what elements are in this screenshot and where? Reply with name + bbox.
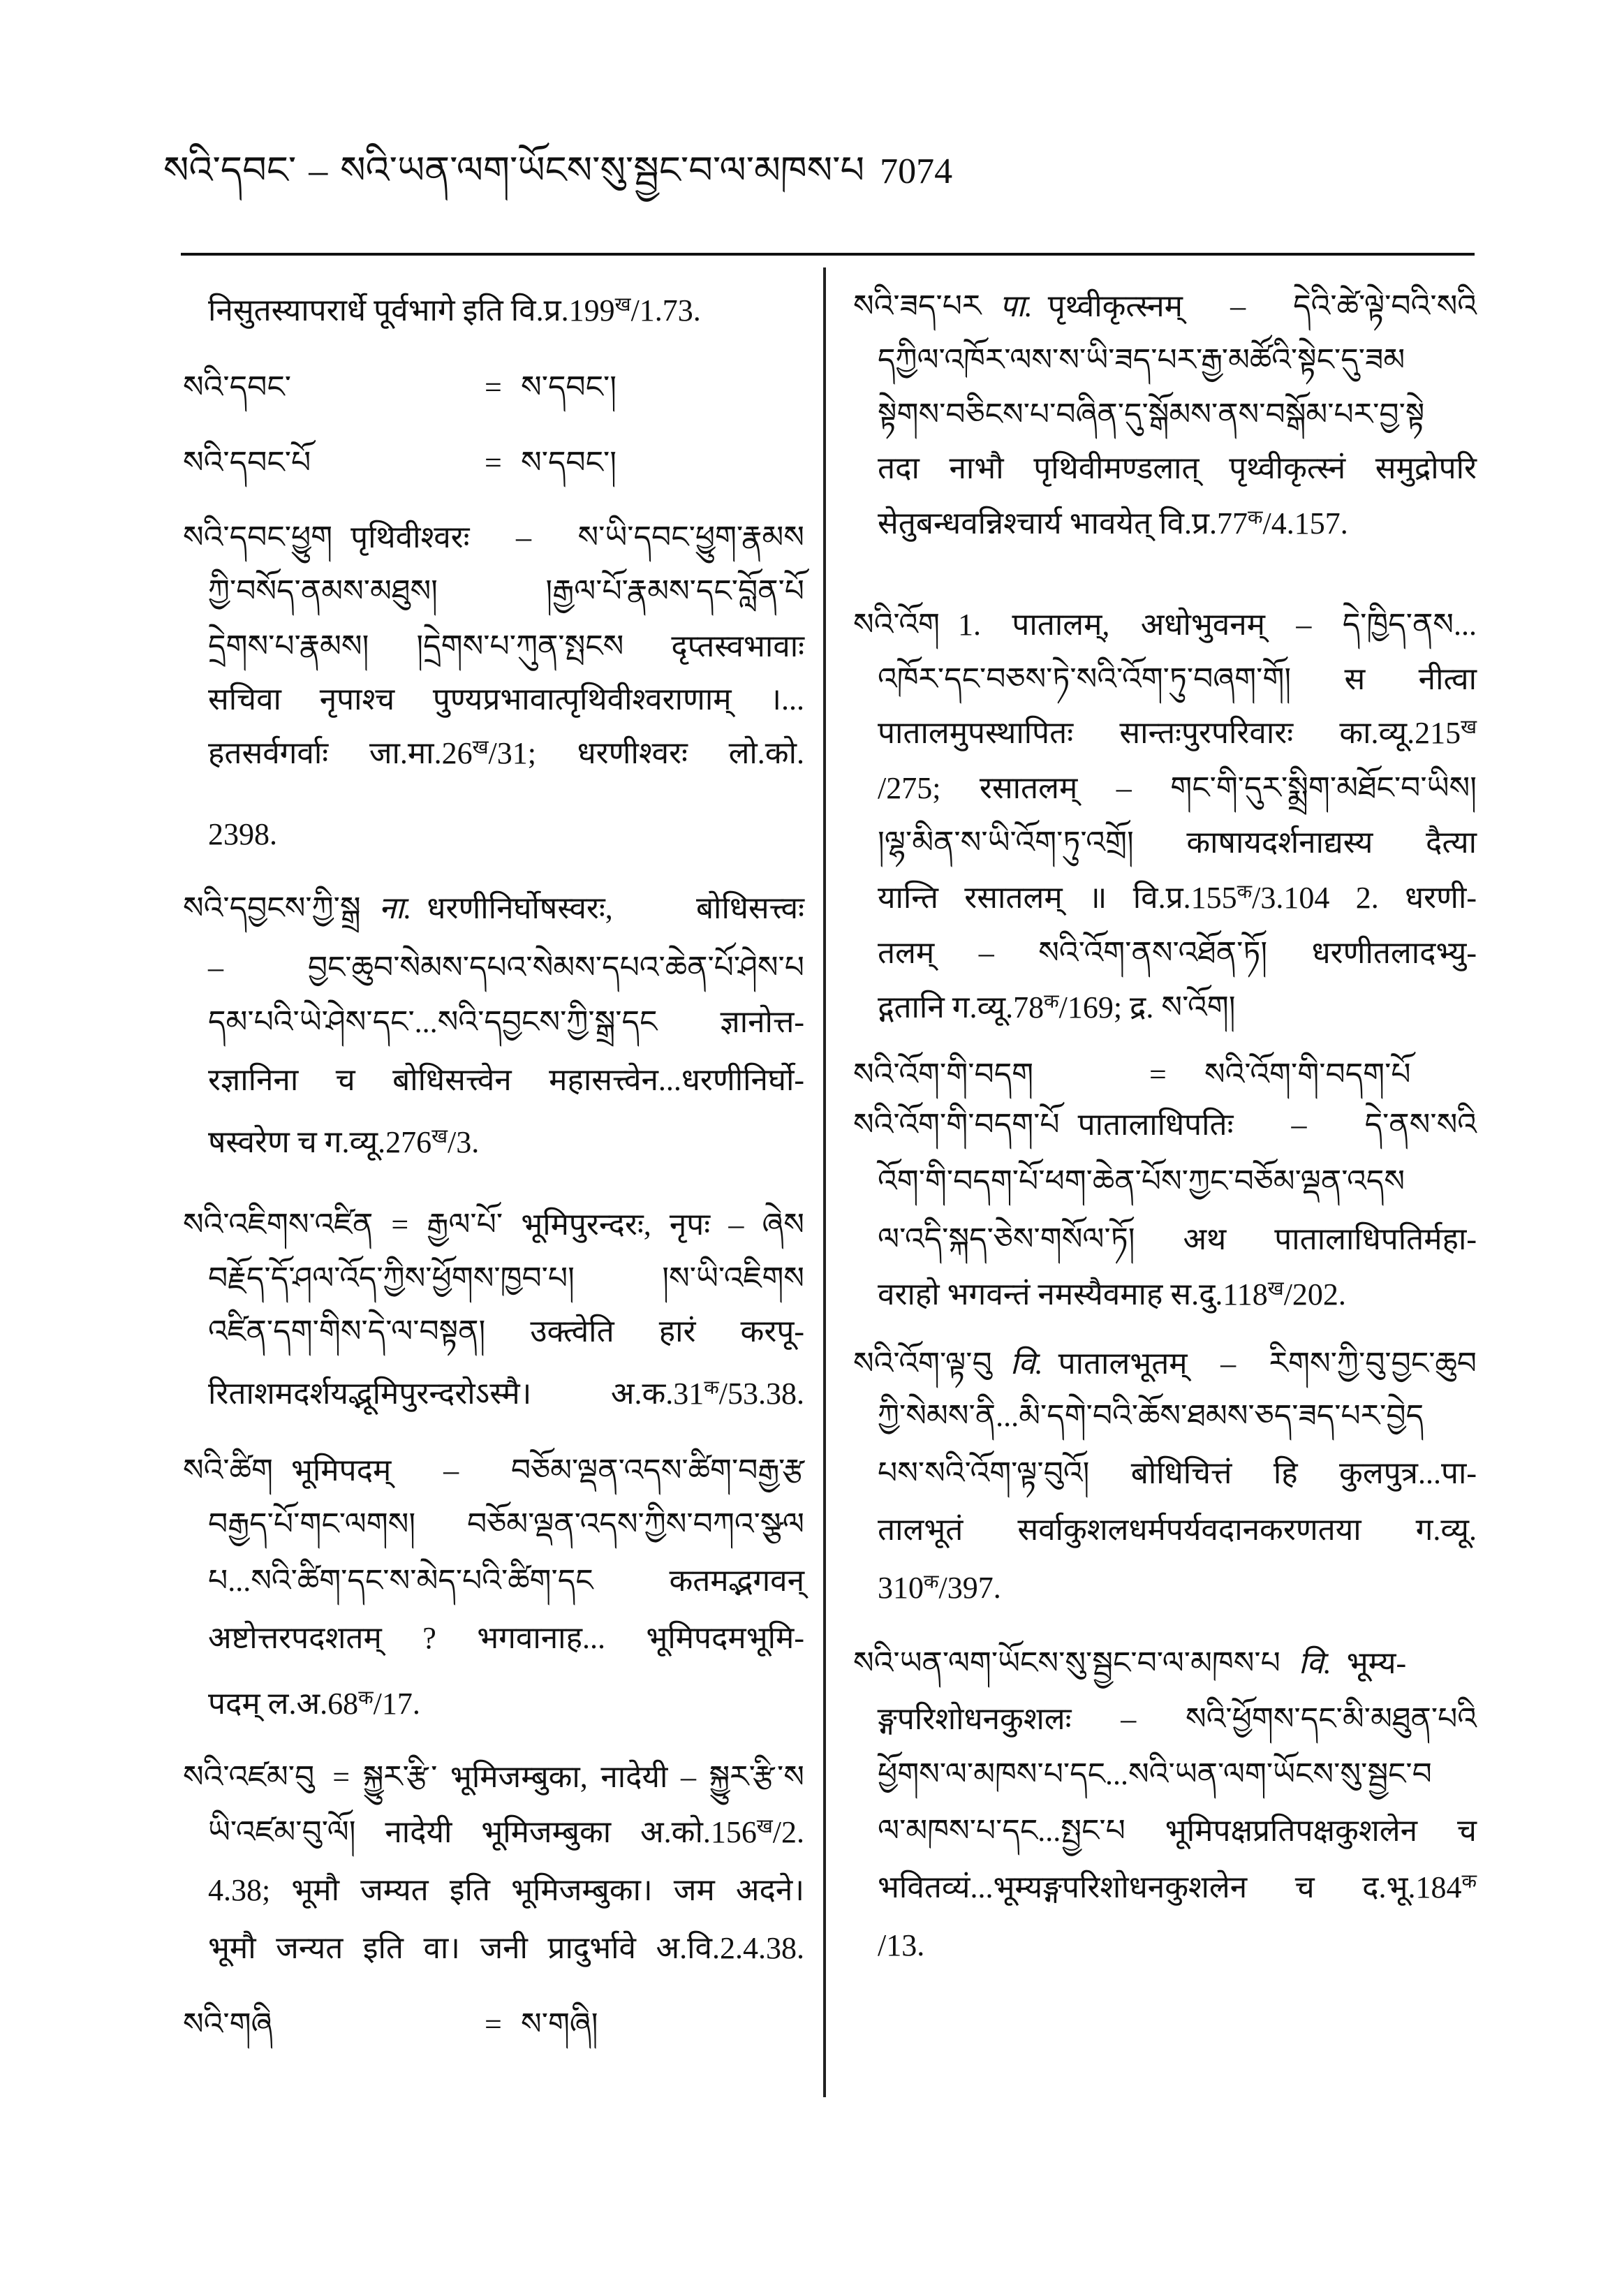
grammar-tag: वि.: [1010, 1346, 1043, 1381]
entry-text-line: [878, 981, 1477, 1035]
definition-text: འོག་གི་བདག་པོ་ཕག་ཆེན་པོས་ཀྱང་བཅོམ་ལྡན་འདས: [878, 1164, 1405, 1198]
cross-reference: ས་དབང་།: [521, 370, 617, 404]
entry-text-line: [878, 1268, 1477, 1322]
folio-side-superscript: क: [358, 1687, 374, 1709]
column-divider: [823, 267, 826, 2097]
entry-headword-line: [853, 279, 1477, 334]
entry-text-line: [878, 1692, 1477, 1747]
definition-text: अष्टोत्तरपदशतम् ? भगवानाह... भूमिपदमभूमि-: [208, 1621, 804, 1655]
definition-text: ཕྱོགས་ལ་མཁས་པ་དང...སའི་ཡན་ལག་ཡོངས་སུ་སྦྱང་བ: [878, 1757, 1432, 1791]
entry-headword-line: [183, 1750, 804, 1805]
equals-sign: =: [485, 446, 502, 480]
entry-text-line: [878, 1747, 1477, 1802]
equals-sign: =: [485, 2007, 502, 2041]
definition-text: निसुतस्यापरार्धे पूर्वभागे इति वि.प्र.199: [208, 293, 615, 328]
entry-text-line: [208, 1251, 804, 1306]
definition-text: པ...སའི་ཚིག་དང་ས་མེད་པའི་ཚིག་དང कतमद्भगवन्: [208, 1564, 804, 1598]
entry-text-line: [878, 926, 1477, 981]
headword: སའི་འོག: [853, 608, 940, 642]
definition-text: ལ་མཁས་པ་དང...སྤྱང་པ भूमिपक्षप्रतिपक्षकुशलेन च: [878, 1814, 1477, 1848]
definition-text: द्गतानि ग.व्यू.78: [878, 990, 1044, 1025]
definition-text: तालभूतं सर्वाकुशलधर्मपर्यवदानकरणतया ग.व्यू.: [878, 1513, 1477, 1547]
definition-text: ཡི་འཛམ་བུ་ལོ། नादेयी भूमिजम्बुका अ.को.156: [208, 1815, 757, 1849]
entry-text-line: [878, 1389, 1477, 1444]
reference-text: /1.73.: [630, 293, 701, 328]
entry-text-line: [878, 497, 1477, 551]
folio-side-superscript: ख: [431, 1126, 448, 1147]
definition-text: यान्ति रसातलम् ॥ वि.प्र.155: [878, 881, 1237, 915]
definition-text: षस्वरेण च ग.व्यू.276: [208, 1125, 432, 1159]
definition-text: བརྒྱད་པོ་གང་ལགས། བཅོམ་ལྡན་འདས་ཀྱིས་བཀའ་སྩལ: [208, 1507, 804, 1541]
entry-text-line: [878, 1446, 1477, 1501]
definition-text: पातालभूतम् – རིགས་ཀྱི་བུ་བྱང་ཆུབ: [1058, 1346, 1477, 1381]
entry-text-line: [878, 652, 1477, 707]
definition-text: = སྐྱུར་རྩི་ भूमिजम्बुका, नादेयी – སྐྱུར་རྩི་ས: [332, 1760, 804, 1794]
entry-text-line: [878, 1804, 1477, 1858]
definition-text: བརྗོད་དོ་ཤལ་འོད་ཀྱིས་ཕྱོགས་ཁྱབ་པ། །ས་ཡི་འཇིགས: [208, 1261, 804, 1295]
entry-text-line: [208, 1863, 804, 1918]
entry-text-line: [208, 1497, 804, 1552]
entry-text-line: [878, 1154, 1477, 1209]
headword: སའི་དབང་ཕྱུག: [183, 520, 333, 555]
entry-text-line: [878, 1561, 1477, 1615]
definition-text: सेतुबन्धवन्निश्चार्य भावयेत् वि.प्र.77: [878, 506, 1248, 541]
definition-text: तदा नाभौ पृथिवीमण्डलात् पृथ्वीकृत्स्नं समुद्रोपरि: [878, 451, 1477, 485]
definition-text: 4.38; भूमौ जम्यत इति भूमिजम्बुका। जम अदने।: [208, 1873, 804, 1907]
definition-text: འཁོར་དང་བཅས་ཏེ་སའི་འོག་ཏུ་བཞག་གོ། स नीत्वा: [878, 662, 1477, 696]
equals-sign: =: [485, 370, 502, 404]
entry-text-line: [208, 1677, 804, 1731]
folio-side-superscript: क: [1461, 1871, 1477, 1893]
definition-text: पृथ्वीकृत्स्नम् – དེའི་ཚེ་ལྟེ་བའི་སའི: [1047, 289, 1477, 323]
entry-headword-line: [183, 511, 804, 565]
headword: སའི་དབང་: [183, 370, 291, 404]
definition-text: भवितव्यं...भूम्यङ्गपरिशोधनकुशलेन च द.भू.184: [878, 1870, 1462, 1904]
cross-reference: ས་གཞི།: [521, 2007, 598, 2041]
entry-headword-line: [183, 1997, 804, 2052]
folio-side-superscript: क: [1044, 991, 1059, 1013]
entry-text-line: [208, 1611, 804, 1666]
definition-text: ङ्गपरिशोधनकुशलः – སའི་ཕྱོགས་དང་མི་མཐུན་པའི: [878, 1702, 1477, 1736]
definition-text: དྲེགས་པ་རྣམས། །དྲེགས་པ་ཀུན་སྤངས दृप्तस्वभावाः: [208, 629, 804, 663]
running-head: [163, 142, 953, 198]
definition-text: हतसर्वगर्वाः जा.मा.26: [208, 736, 473, 770]
entry-text-line: [878, 1860, 1477, 1915]
entry-headword-line: [853, 598, 1477, 652]
entry-headword-line: [853, 1048, 1477, 1102]
entry-text-line: [878, 1212, 1477, 1267]
definition-text: पृथिवीश्वरः – ས་ཡི་དབང་ཕྱུག་རྣམས: [350, 520, 804, 555]
reference-text: /3.104 2. धरणी-: [1252, 881, 1477, 915]
grammar-tag: ना.: [378, 891, 412, 925]
entry-text-line: [208, 941, 804, 995]
reference-text: /169; द्र. ས་འོག།: [1058, 990, 1236, 1025]
entry-text-line: [208, 807, 804, 862]
reference-text: /13.: [878, 1928, 925, 1962]
folio-side-superscript: क: [1237, 881, 1253, 903]
definition-text: रिताशमदर्शयद्भूमिपुरन्दरोऽस्मै। अ.क.31: [208, 1376, 704, 1411]
entry-headword-line: [853, 1098, 1477, 1152]
reference-text: /4.157.: [1262, 506, 1348, 541]
definition-text: = རྒྱལ་པོ་ भूमिपुरन्दरः, नृपः – ཞེས: [391, 1207, 804, 1242]
folio-side-superscript: क: [704, 1377, 719, 1399]
headword: སའི་འཇིགས་འཛིན: [183, 1207, 374, 1242]
headword: སའི་ཚིག: [183, 1453, 273, 1488]
grammar-tag: पा.: [999, 289, 1033, 323]
entry-text-line: [878, 1503, 1477, 1557]
definition-text: སྟེགས་བཅིངས་པ་བཞིན་དུ་སྒོམས་ནས་བསྒོམ་པར་བྱ་སྟེ: [878, 397, 1425, 432]
definition-text: भूमौ जन्यत इति वा। जनी प्रादुर्भावे अ.वि.2.4.38.: [208, 1931, 804, 1965]
definition-text: पातालाधिपतिः – དེ་ནས་སའི: [1077, 1108, 1477, 1142]
folio-side-superscript: क: [924, 1571, 939, 1593]
definition-text: ཀྱི་སེམས་ནི...མི་དགེ་བའི་ཆོས་ཐམས་ཅད་ཟད་པར་བྱེད: [878, 1399, 1424, 1433]
entry-text-line: [878, 871, 1477, 925]
reference-text: /2.: [772, 1815, 804, 1849]
entry-text-line: [208, 1053, 804, 1108]
equals-sign: =: [1149, 1057, 1167, 1092]
headword: སའི་འོག་གི་བདག: [853, 1057, 1034, 1092]
definition-text: ཀྱི་བསོད་ནམས་མཐུས། །རྒྱལ་པོ་རྣམས་དང་བློན་པོ: [208, 574, 804, 608]
definition-text: ལ་འདི་སྐད་ཅེས་གསོལ་ཏོ། अथ पातालाधिपतिर्महा-: [878, 1222, 1477, 1256]
last-headword: སའི་ཡན་ལག་ཡོངས་སུ་སྦྱང་བ་ལ་མཁས་པ: [340, 149, 865, 191]
entry-headword-line: [183, 881, 804, 936]
definition-text: འཛིན་དག་གིས་དེ་ལ་བསྟན། उक्त्वेति हारं करपू-: [208, 1314, 804, 1349]
definition-text: །ལྷ་མིན་ས་ཡི་འོག་ཏུ་འགྲོ། काषायदर्शनाद्यस्य दैत्या: [878, 825, 1477, 860]
definition-text: པས་སའི་འོག་ལྟ་བུའོ། बोधिचित्तं हि कुलपुत्र...पा-: [878, 1456, 1477, 1490]
cross-reference: སའི་འོག་གི་བདག་པོ: [1204, 1057, 1411, 1092]
folio-side-superscript: ख: [472, 737, 489, 758]
definition-text: वराहो भगवन्तं नमस्यैवमाह स.दु.118: [878, 1277, 1268, 1312]
headword: སའི་འོག་ལྟ་བུ: [853, 1346, 992, 1381]
definition-text: पदम् ल.अ.68: [208, 1687, 359, 1721]
entry-text-line: [208, 1305, 804, 1359]
entry-text-line: [878, 816, 1477, 870]
entry-text-line: [878, 1918, 1477, 1973]
headword: སའི་འཛམ་བུ: [183, 1760, 315, 1794]
reference-text: 2398.: [208, 817, 277, 851]
entry-text-line: [208, 1367, 804, 1421]
headword: སའི་ཟད་པར: [853, 289, 982, 323]
entry-text-line: [208, 619, 804, 674]
entry-text-line: [878, 333, 1477, 388]
cross-reference: ས་དབང་།: [521, 446, 617, 480]
definition-text: 1. पातालम्, अधोभुवनम् – དེ་ཁྱིད་ནས...: [958, 608, 1477, 642]
range-dash: –: [309, 149, 328, 191]
folio-side-superscript: ख: [1461, 717, 1477, 738]
entry-text-line: [878, 441, 1477, 496]
headword: སའི་དབང་པོ: [183, 446, 311, 480]
entry-text-line: [208, 1805, 804, 1860]
entry-headword-line: [183, 1444, 804, 1498]
definition-text: भूमिपदम् – བཅོམ་ལྡན་འདས་ཚིག་བརྒྱ་རྩ: [290, 1453, 804, 1488]
definition-text: – བྱང་ཆུབ་སེམས་དཔའ་སེམས་དཔའ་ཆེན་པོ་ཤེས་པ: [208, 950, 804, 985]
reference-text: /3.: [448, 1125, 480, 1159]
entry-headword-line: [183, 360, 804, 415]
headword: སའི་འོག་གི་བདག་པོ: [853, 1108, 1060, 1142]
definition-text: पातालमुपस्थापितः सान्तःपुरपरिवारः का.व्यू.215: [878, 716, 1461, 750]
definition-text: रज्ञानिना च बोधिसत्त्वेन महासत्त्वेन...धरणीनिर्घो-: [208, 1063, 804, 1097]
definition-text: तलम् – སའི་འོག་ནས་འཐོན་ཏོ། धरणीतलादभ्यु-: [878, 936, 1477, 970]
definition-text: དམ་པའི་ཡེ་ཤེས་དང་...སའི་དབྱངས་ཀྱི་སྒྲ་དང ज्ञानोत्त-: [208, 1005, 804, 1039]
entry-text-line: [208, 564, 804, 619]
entry-headword-line: [183, 436, 804, 490]
headword: སའི་དབྱངས་ཀྱི་སྒྲ: [183, 891, 361, 925]
reference-text: /397.: [938, 1571, 1001, 1605]
entry-headword-line: [853, 1337, 1477, 1391]
reference-text: /31; धरणीश्वरः लो.को.: [488, 736, 804, 770]
reference-text: /53.38.: [718, 1376, 804, 1411]
reference-text: 310: [878, 1571, 924, 1605]
definition-text: དཀྱིལ་འཁོར་ལས་ས་ཡི་ཟད་པར་རྒྱ་མཚོའི་སྟེང་དུ་ཟམ: [878, 343, 1405, 377]
definition-text: भूम्य-: [1346, 1646, 1407, 1680]
entry-text-line: [208, 284, 804, 338]
folio-side-superscript: क: [1247, 507, 1263, 529]
folio-side-superscript: ख: [756, 1816, 773, 1837]
folio-side-superscript: ख: [1267, 1278, 1284, 1300]
entry-text-line: [878, 706, 1477, 761]
page-number: 7074: [880, 152, 953, 191]
first-headword: སའི་དབང་: [163, 149, 297, 191]
entry-text-line: [208, 726, 804, 781]
definition-text: /275; रसातलम् – གང་གི་དུར་སྨྲིག་མཐོང་བ་ཡིས།: [878, 771, 1477, 805]
entry-headword-line: [183, 1198, 804, 1252]
headword: སའི་ཡན་ལག་ཡོངས་སུ་སྦྱང་བ་ལ་མཁས་པ: [853, 1646, 1280, 1680]
grammar-tag: वि.: [1298, 1646, 1331, 1680]
entry-text-line: [208, 995, 804, 1050]
entry-text-line: [208, 1115, 804, 1170]
entry-text-line: [208, 1554, 804, 1608]
reference-text: /202.: [1283, 1277, 1346, 1312]
entry-text-line: [878, 761, 1477, 816]
entry-text-line: [878, 388, 1477, 442]
folio-side-superscript: ख: [614, 294, 631, 316]
entry-headword-line: [853, 1636, 1477, 1691]
definition-text: धरणीनिर्घोषस्वरः, बोधिसत्त्वः: [427, 891, 804, 925]
entry-text-line: [208, 673, 804, 727]
header-rule: [181, 253, 1475, 256]
headword: སའི་གཞི: [183, 2007, 273, 2041]
entry-text-line: [208, 1921, 804, 1976]
reference-text: /17.: [373, 1687, 420, 1721]
definition-text: सचिवा नृपाश्च पुण्यप्रभावात्पृथिवीश्वराणाम् ।...: [208, 682, 804, 717]
